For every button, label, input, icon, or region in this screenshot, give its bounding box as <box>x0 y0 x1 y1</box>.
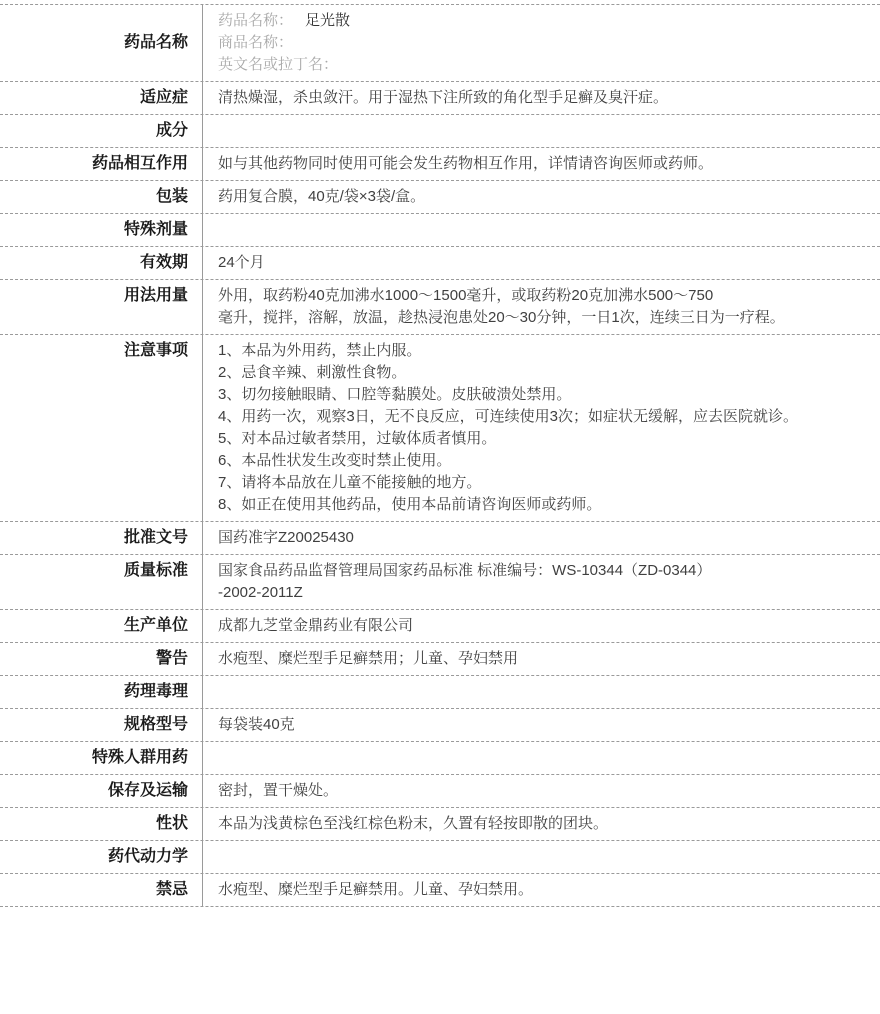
value-line: 24个月 <box>218 254 265 271</box>
value-line: 7、请将本品放在儿童不能接触的地方。 <box>218 474 482 491</box>
row-label-precautions: 注意事项 <box>0 335 203 521</box>
table-row-indications <box>0 82 880 115</box>
value-line: 水疱型、糜烂型手足癣禁用。儿童、孕妇禁用。 <box>218 881 534 898</box>
table-row-special-dosage <box>0 214 880 247</box>
row-label-quality-standard: 质量标准 <box>0 555 203 609</box>
drug-info-table <box>0 4 880 907</box>
value-line: 每袋装40克 <box>218 716 295 733</box>
table-row-precautions <box>0 335 880 522</box>
field-value: 足光散 <box>305 12 351 29</box>
row-value-special-populations <box>203 742 880 774</box>
value-line: 清热燥湿，杀虫敛汗。用于湿热下注所致的角化型手足癣及臭汗症。 <box>218 89 669 106</box>
value-line: 6、本品性状发生改变时禁止使用。 <box>218 452 452 469</box>
row-value-specification <box>203 709 880 741</box>
row-label-shelf-life: 有效期 <box>0 247 203 279</box>
value-line: 外用，取药粉40克加沸水1000～1500毫升，或取药粉20克加沸水500～750 <box>218 287 714 304</box>
row-value-indications <box>203 82 880 114</box>
row-value-manufacturer <box>203 610 880 642</box>
row-label-manufacturer: 生产单位 <box>0 610 203 642</box>
value-line: 2、忌食辛辣、刺激性食物。 <box>218 364 407 381</box>
table-row-special-populations <box>0 742 880 775</box>
table-row-dosage-usage <box>0 280 880 335</box>
row-value-contraindications <box>203 874 880 906</box>
row-label-storage-transport: 保存及运输 <box>0 775 203 807</box>
row-value-dosage-usage <box>203 280 880 334</box>
row-value-warning <box>203 643 880 675</box>
row-label-pharmacology-toxicology: 药理毒理 <box>0 676 203 708</box>
value-line: 国药准字Z20025430 <box>218 529 354 546</box>
row-label-special-dosage: 特殊剂量 <box>0 214 203 246</box>
value-line: 水疱型、糜烂型手足癣禁用；儿童、孕妇禁用 <box>218 650 519 667</box>
row-label-warning: 警告 <box>0 643 203 675</box>
value-line: 药用复合膜，40克/袋×3袋/盒。 <box>218 188 426 205</box>
row-value-packaging <box>203 181 880 213</box>
table-row-drug-interactions <box>0 148 880 181</box>
table-row-appearance <box>0 808 880 841</box>
value-line: 本品为浅黄棕色至浅红棕色粉末，久置有轻按即散的团块。 <box>218 815 609 832</box>
row-value-storage-transport <box>203 775 880 807</box>
value-line: 3、切勿接触眼睛、口腔等黏膜处。皮肤破溃处禁用。 <box>218 386 572 403</box>
table-row-quality-standard <box>0 555 880 610</box>
row-label-drug-name: 药品名称 <box>0 5 203 81</box>
value-line: 毫升，搅拌，溶解，放温，趁热浸泡患处20～30分钟，一日1次，连续三日为一疗程。 <box>218 309 785 326</box>
table-row-pharmacology-toxicology <box>0 676 880 709</box>
row-label-pharmacokinetics: 药代动力学 <box>0 841 203 873</box>
table-row-storage-transport <box>0 775 880 808</box>
value-line: 5、对本品过敏者禁用，过敏体质者慎用。 <box>218 430 497 447</box>
value-line: 成都九芝堂金鼎药业有限公司 <box>218 617 414 634</box>
table-row-specification <box>0 709 880 742</box>
row-value-pharmacokinetics <box>203 841 880 873</box>
name-field-line <box>218 10 868 32</box>
value-line: 密封，置干燥处。 <box>218 782 339 799</box>
field-key: 药品名称： <box>218 12 294 29</box>
row-label-ingredients: 成分 <box>0 115 203 147</box>
table-row-pharmacokinetics <box>0 841 880 874</box>
table-row-drug-name <box>0 5 880 82</box>
value-line: 4、用药一次，观察3日，无不良反应，可连续使用3次；如症状无缓解，应去医院就诊。 <box>218 408 799 425</box>
field-key: 英文名或拉丁名： <box>218 56 339 73</box>
row-label-special-populations: 特殊人群用药 <box>0 742 203 774</box>
row-label-drug-interactions: 药品相互作用 <box>0 148 203 180</box>
row-value-appearance <box>203 808 880 840</box>
value-line: 国家食品药品监督管理局国家药品标准 标准编号：WS-10344（ZD-0344） <box>218 562 712 579</box>
table-row-packaging <box>0 181 880 214</box>
row-value-precautions <box>203 335 880 521</box>
row-value-drug-name <box>203 5 880 81</box>
field-key: 商品名称： <box>218 34 294 51</box>
row-label-indications: 适应症 <box>0 82 203 114</box>
table-row-manufacturer <box>0 610 880 643</box>
table-row-ingredients <box>0 115 880 148</box>
row-value-ingredients <box>203 115 880 147</box>
row-value-special-dosage <box>203 214 880 246</box>
value-line: -2002-2011Z <box>218 584 303 601</box>
name-field-line <box>218 54 868 76</box>
table-row-approval-number <box>0 522 880 555</box>
table-row-contraindications <box>0 874 880 907</box>
value-line: 如与其他药物同时使用可能会发生药物相互作用，详情请咨询医师或药师。 <box>218 155 714 172</box>
table-row-shelf-life <box>0 247 880 280</box>
row-value-shelf-life <box>203 247 880 279</box>
name-field-line <box>218 32 868 54</box>
table-row-warning <box>0 643 880 676</box>
row-label-appearance: 性状 <box>0 808 203 840</box>
row-value-quality-standard <box>203 555 880 609</box>
value-line: 8、如正在使用其他药品，使用本品前请咨询医师或药师。 <box>218 496 602 513</box>
row-label-approval-number: 批准文号 <box>0 522 203 554</box>
row-value-approval-number <box>203 522 880 554</box>
row-label-contraindications: 禁忌 <box>0 874 203 906</box>
row-label-dosage-usage: 用法用量 <box>0 280 203 334</box>
row-label-specification: 规格型号 <box>0 709 203 741</box>
row-value-pharmacology-toxicology <box>203 676 880 708</box>
row-label-packaging: 包装 <box>0 181 203 213</box>
value-line: 1、本品为外用药，禁止内服。 <box>218 342 422 359</box>
row-value-drug-interactions <box>203 148 880 180</box>
